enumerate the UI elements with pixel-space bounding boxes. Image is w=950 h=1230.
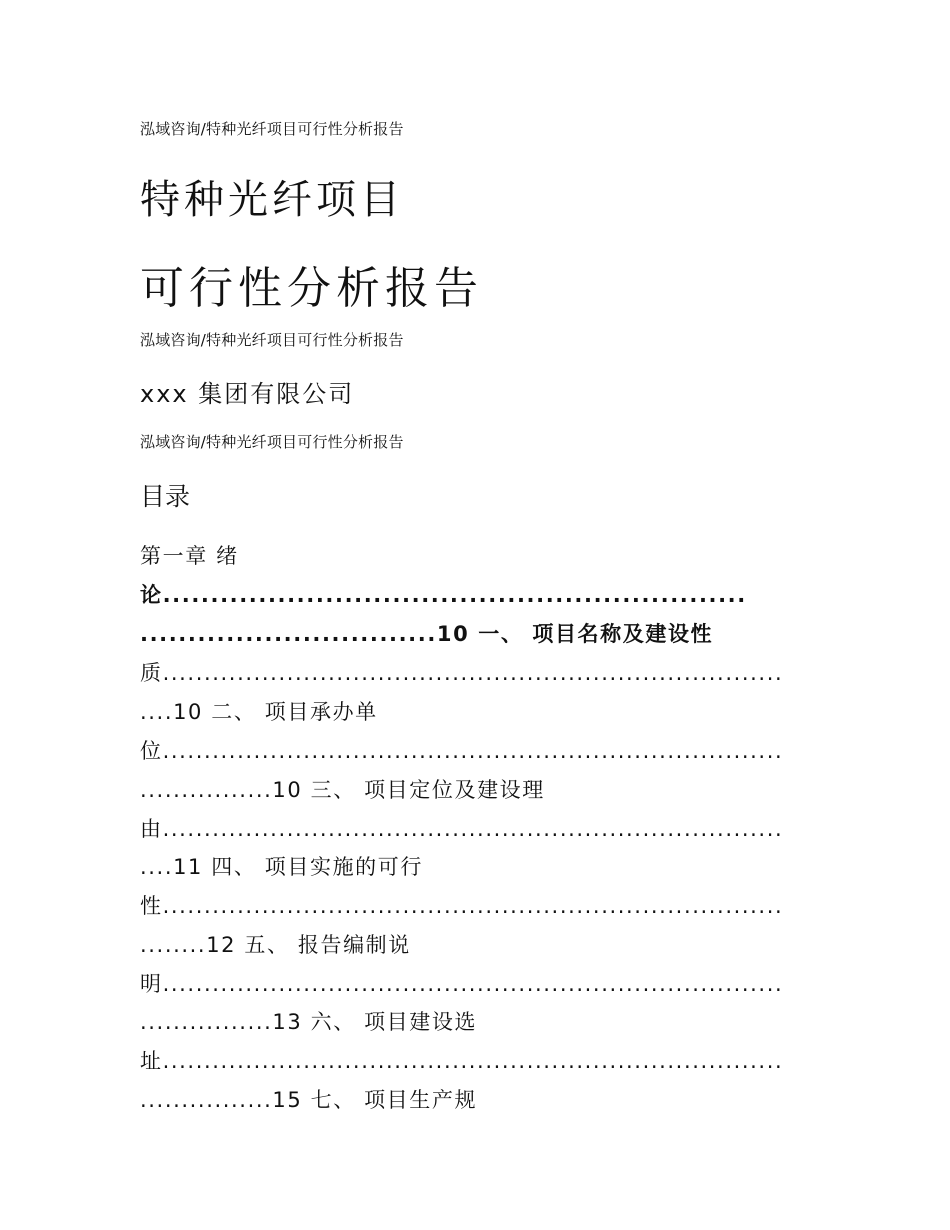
toc-line: ...............................10 一、 项目名称及建设性 — [140, 622, 714, 646]
toc-line: 性........................................................................... — [140, 894, 784, 918]
toc-line: 论............................................................. — [140, 583, 747, 607]
toc-line: 质........................................................................... — [140, 661, 784, 685]
toc-line: ....10 二、 项目承办单 — [140, 700, 378, 724]
toc-line: ................15 七、 项目生产规 — [140, 1088, 478, 1112]
page-header: 泓域咨询/特种光纤项目可行性分析报告 — [140, 120, 404, 138]
report-title-line-1: 特种光纤项目 — [140, 177, 404, 223]
toc-line: 第一章 绪 — [140, 544, 239, 568]
toc-line: ........12 五、 报告编制说 — [140, 933, 411, 957]
toc-line: 址........................................................................... — [140, 1049, 784, 1073]
report-title-line-2: 可行性分析报告 — [140, 263, 483, 314]
toc-line: 位........................................................................... — [140, 739, 784, 763]
page-header-3: 泓域咨询/特种光纤项目可行性分析报告 — [140, 433, 404, 451]
toc-line: ................13 六、 项目建设选 — [140, 1010, 478, 1034]
company-name: xxx 集团有限公司 — [140, 380, 355, 408]
toc-line: 明........................................................................... — [140, 972, 784, 996]
toc-line: ................10 三、 项目定位及建设理 — [140, 778, 545, 802]
toc-line: ....11 四、 项目实施的可行 — [140, 855, 423, 879]
page-header-2: 泓域咨询/特种光纤项目可行性分析报告 — [140, 331, 404, 349]
toc-heading: 目录 — [140, 482, 191, 511]
toc-line: 由........................................................................... — [140, 817, 784, 841]
